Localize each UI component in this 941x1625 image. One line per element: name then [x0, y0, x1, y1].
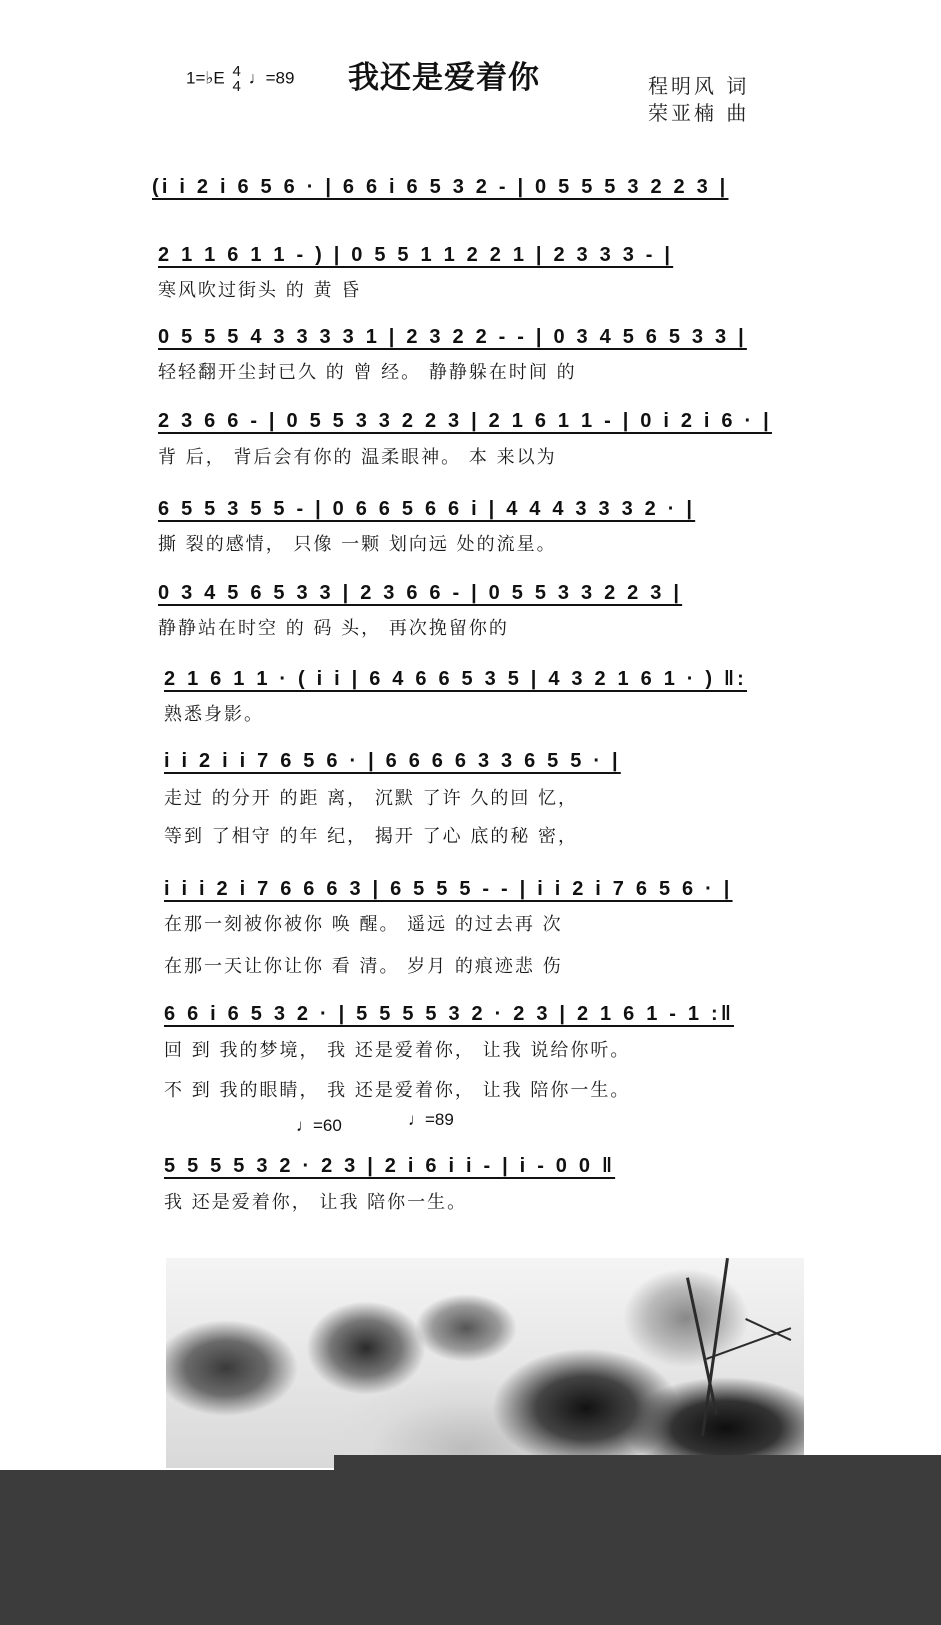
lyric-row-4: 背 后， 背后会有你的 温柔眼神。 本 来以为 [158, 447, 557, 468]
notation-row-6: 0 3 4 5 6 5 3 3 | 2 3 6 6 - | 0 5 5 3 3 2 2 3 | [158, 582, 683, 604]
notation-row-4: 2 3 6 6 - | 0 5 5 3 3 2 2 3 | 2 1 6 1 1 - | 0 i 2 i 6 · | [158, 410, 772, 432]
tempo-marking: ♩=89 [248, 68, 295, 88]
bottom-band-step [334, 1455, 941, 1470]
lyric-row-11: 我 还是爱着你， 让我 陪你一生。 [164, 1192, 468, 1213]
lyric-row-5: 撕 裂的感情， 只像 一颗 划向远 处的流星。 [158, 534, 557, 555]
notation-row-11: 5 5 5 5 3 2 · 2 3 | 2 i 6 i i - | i - 0 0 ‖ [164, 1155, 616, 1177]
tempo-change-89: ♩=89 [408, 1110, 454, 1129]
notation-row-5: 6 5 5 3 5 5 - | 0 6 6 5 6 6 i | 4 4 4 3 3 3 2 · | [158, 498, 696, 520]
key-label: 1=♭E [186, 68, 225, 88]
lyric-row-2: 寒风吹过街头 的 黄 昏 [158, 280, 362, 301]
lyric-row-9a: 在那一刻被你被你 唤 醒。 遥远 的过去再 次 [164, 914, 563, 935]
notation-row-1: (i i 2 i 6 5 6 · | 6 6 i 6 5 3 2 - | 0 5 5 5 3 2 2 3 | [152, 176, 729, 198]
notation-row-3: 0 5 5 5 4 3 3 3 3 1 | 2 3 2 2 - - | 0 3 4 5 6 5 3 3 | [158, 326, 747, 348]
notation-row-10: 6 6 i 6 5 3 2 · | 5 5 5 5 3 2 · 2 3 | 2 1 6 1 - 1 :‖ [164, 1003, 734, 1025]
tempo-change-60: ♩=60 [296, 1116, 342, 1135]
lyric-row-10b: 不 到 我的眼睛， 我 还是爱着你， 让我 陪你一生。 [164, 1080, 631, 1101]
lyric-row-9b: 在那一天让你让你 看 清。 岁月 的痕迹悲 伤 [164, 956, 563, 977]
notation-row-8: i i 2 i i 7 6 5 6 · | 6 6 6 6 3 3 6 5 5 · | [164, 750, 621, 772]
song-title: 我还是爱着你 [348, 60, 540, 96]
time-signature [232, 64, 240, 94]
composer-credit: 荣亚楠 曲 [648, 101, 750, 125]
lyric-row-10a: 回 到 我的梦境， 我 还是爱着你， 让我 说给你听。 [164, 1040, 631, 1061]
lyric-row-7: 熟悉身影。 [164, 704, 264, 725]
key-signature [186, 64, 294, 94]
bottom-band [0, 1470, 941, 1625]
notation-row-2: 2 1 1 6 1 1 - ) | 0 5 5 1 1 2 2 1 | 2 3 3 3 - | [158, 244, 674, 266]
lyric-row-3: 轻轻翻开尘封已久 的 曾 经。 静静躲在时间 的 [158, 362, 577, 383]
notation-row-9: i i i 2 i 7 6 6 6 3 | 6 5 5 5 - - | i i 2 i 7 6 5 6 · | [164, 878, 733, 900]
lyricist-credit: 程明风 词 [648, 74, 750, 98]
ink-wash-painting [166, 1258, 804, 1468]
notation-row-7: 2 1 6 1 1 · ( i i | 6 4 6 6 5 3 5 | 4 3 2 1 6 1 · ) ‖: [164, 668, 748, 690]
time-top: 4 [232, 63, 241, 80]
lyric-row-6: 静静站在时空 的 码 头， 再次挽留你的 [158, 618, 509, 639]
lyric-row-8a: 走过 的分开 的距 离， 沉默 了许 久的回 忆， [164, 788, 579, 809]
time-bottom: 4 [232, 78, 241, 95]
lyric-row-8b: 等到 了相守 的年 纪， 揭开 了心 底的秘 密， [164, 826, 579, 847]
